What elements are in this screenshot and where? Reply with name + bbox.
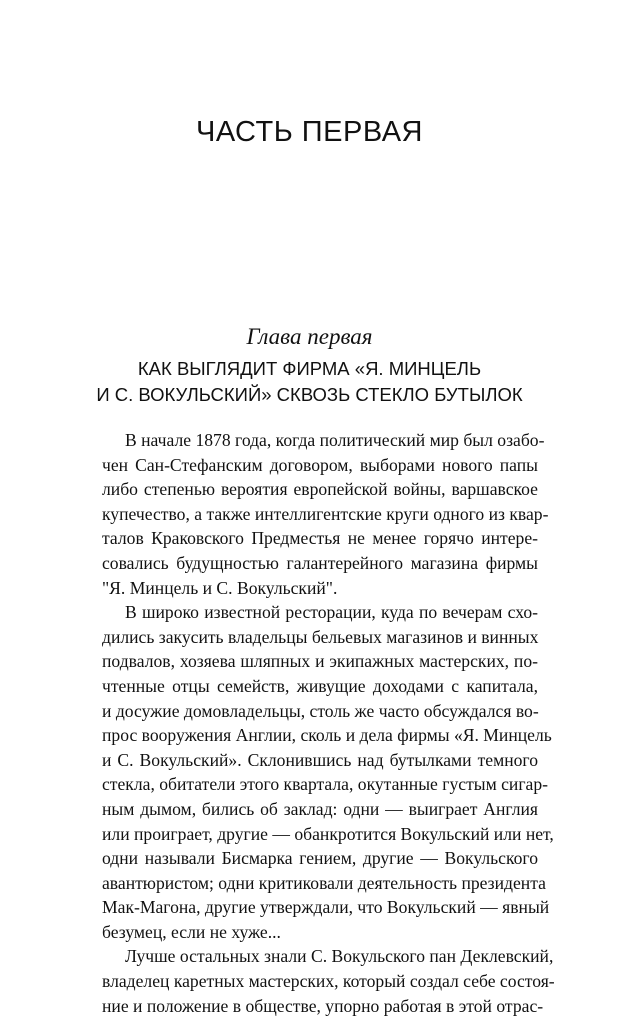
text-line: В начале 1878 года, когда политический мир был озабо-	[125, 430, 545, 450]
text-line: купечество, а также интеллигентские круги одного из квар-	[102, 503, 549, 524]
chapter-title	[0, 356, 619, 408]
text-line: Лучше остальных знали С. Вокульского пан Деклевский,	[125, 946, 554, 967]
text-line: владелец каретных мастерских, который создал себе состоя-	[102, 971, 555, 992]
text-line: дились закусить владельцы бельевых магазинов и винных	[102, 626, 539, 647]
text-line: безумец, если не хуже...	[102, 921, 281, 942]
text-line: прос вооружения Англии, сколь и дела фирмы «Я. Минцель	[102, 725, 552, 746]
chapter-title-line: КАК ВЫГЛЯДИТ ФИРМА «Я. МИНЦЕЛЬ	[137, 358, 482, 379]
text-line: чтенные отцы семейств, живущие доходами с капитала,	[102, 675, 538, 696]
text-line: Мак-Магона, другие утверждали, что Вокульский — явный	[102, 897, 550, 918]
text-line: стекла, обитатели этого квартала, окутанные густым сигар-	[102, 774, 549, 795]
chapter-number: Глава первая	[246, 324, 373, 349]
text-line: чен Сан-Стефанским договором, выборами нового папы	[102, 454, 538, 475]
part-title: ЧАСТЬ ПЕРВАЯ	[195, 116, 423, 148]
text-line: авантюристом; одни критиковали деятельность президента	[102, 872, 546, 893]
text-line: ние и положение в обществе, упорно работая в этой отрас-	[102, 995, 544, 1016]
text-line: и досужие домовладельцы, столь же часто обсуждался во-	[102, 700, 539, 721]
text-line: подвалов, хозяева шляпных и экипажных мастерских, по-	[102, 651, 538, 672]
body-text	[102, 428, 555, 1018]
text-line: либо степенью вероятия европейской войны, варшавское	[102, 479, 538, 500]
text-line: или проиграет, другие — обанкротится Вокульский или нет,	[102, 823, 554, 844]
text-line: ным дымом, бились об заклад: одни — выиграет Англия	[102, 798, 538, 819]
chapter-title-line: И С. ВОКУЛЬСКИЙ» СКВОЗЬ СТЕКЛО БУТЫЛОК	[96, 384, 523, 405]
text-line: совались будущностью галантерейного магазина фирмы	[102, 552, 538, 573]
text-line: В широко известной ресторации, куда по вечерам схо-	[125, 602, 538, 623]
text-line: и С. Вокульский». Склонившись над бутылками темного	[102, 749, 538, 770]
text-line: одни называли Бисмарка гением, другие — Вокульского	[102, 848, 538, 869]
text-line: талов Краковского Предместья не менее горячо интере-	[102, 528, 538, 549]
text-line: "Я. Минцель и С. Вокульский".	[102, 577, 338, 598]
